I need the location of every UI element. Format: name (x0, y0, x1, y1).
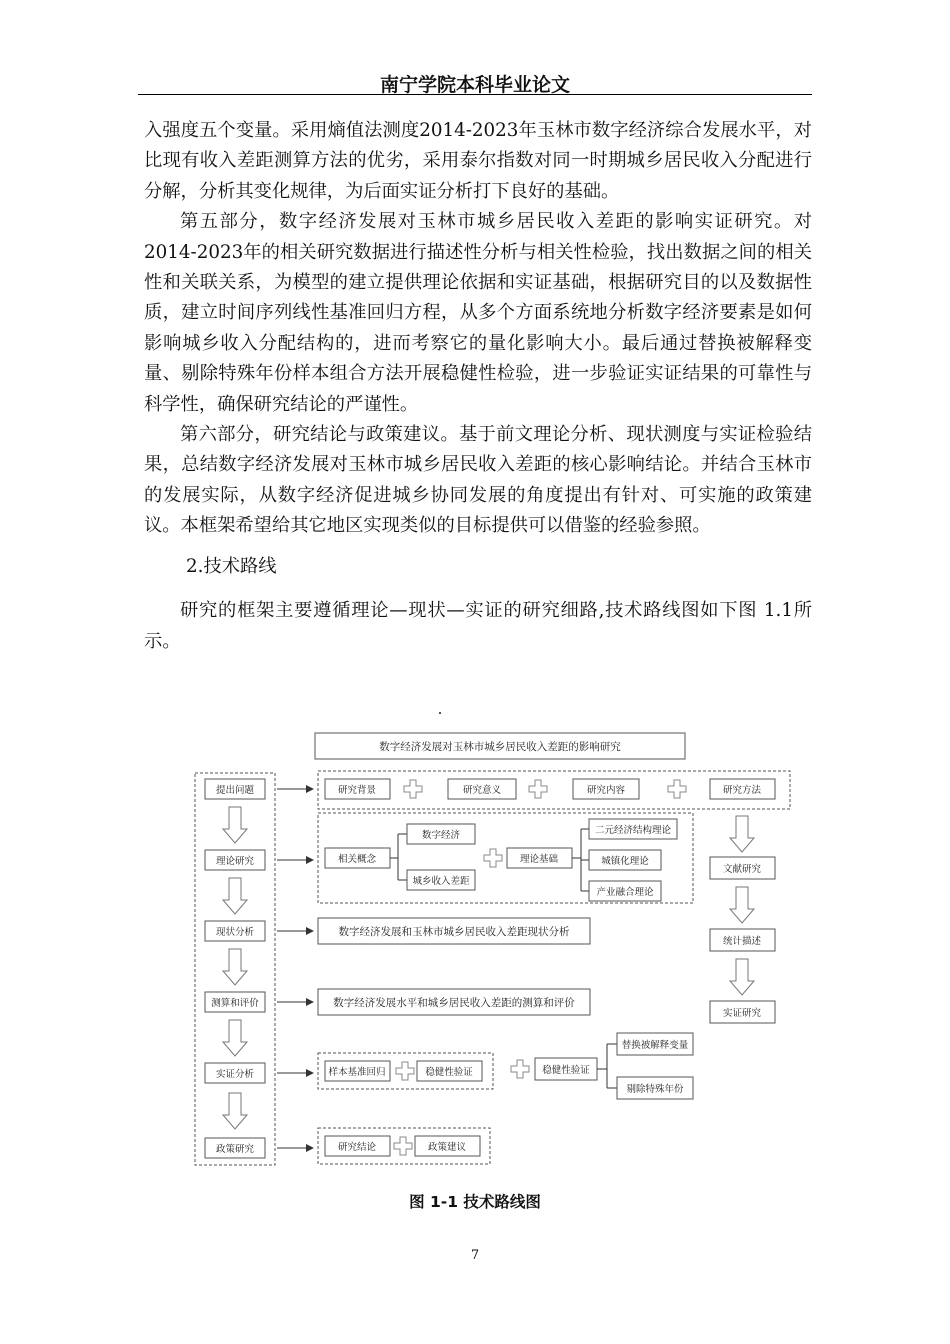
concept-item-1: 数字经济 (421, 830, 461, 841)
technical-route-diagram (185, 728, 805, 1178)
stage-down-arrow-1 (223, 807, 247, 843)
header-rule (138, 94, 812, 95)
stage-label-6: 政策研究 (215, 1144, 255, 1155)
method-down-arrow-1 (730, 816, 754, 852)
stage-down-arrow-3 (223, 949, 247, 985)
theory-item-3: 产业融合理论 (596, 887, 654, 898)
plus-icon-row5-1 (396, 1062, 414, 1080)
measurement-label: 数字经济发展水平和城乡居民收入差距的测算和评价 (333, 997, 575, 1009)
theory-item-2: 城镇化理论 (601, 856, 649, 867)
method-label-3: 实证研究 (722, 1008, 762, 1019)
plus-icon-row1-3 (668, 780, 686, 798)
theory-item-1: 二元经济结构理论 (594, 825, 672, 836)
body-text (144, 116, 812, 657)
method-label-1: 文献研究 (722, 864, 762, 875)
plus-icon-row1-2 (529, 780, 547, 798)
robustness-bracket (597, 1044, 617, 1088)
method-down-arrow-2 (730, 887, 754, 923)
stage-label-4: 测算和评价 (211, 998, 259, 1009)
theory-label: 理论基础 (519, 854, 559, 865)
page-header-title: 南宁学院本科毕业论文 (379, 74, 570, 96)
policy-label-2: 政策建议 (427, 1142, 467, 1153)
stage-down-arrow-5 (223, 1093, 247, 1129)
theory-bracket (572, 829, 589, 891)
concept-bracket (390, 834, 407, 880)
paragraph-1: 入强度五个变量。采用熵值法测度2014-2023年玉林市数字经济综合发展水平，对比现有收入差距测算方法的优劣，采用泰尔指数对同一时期城乡居民收入分配进行分解，分析其变化规律，为后面实证分析打下良好的基础。 (144, 120, 812, 202)
robustness-item-1: 替换被解释变量 (621, 1040, 689, 1051)
stage-down-arrow-4 (223, 1020, 247, 1056)
row1-label-2: 研究意义 (462, 785, 502, 796)
plus-icon-row6 (394, 1137, 412, 1155)
policy-label-1: 研究结论 (337, 1142, 377, 1153)
technical-route-figure (185, 728, 805, 1178)
stage-label-3: 现状分析 (215, 927, 255, 938)
figure-caption: 图 1-1 技术路线图 (409, 1193, 541, 1211)
empirical-label-1: 样本基准回归 (328, 1067, 386, 1078)
paragraph-3: 第六部分，研究结论与政策建议。基于前文理论分析、现状测度与实证检验结果，总结数字经济发展对玉林市城乡居民收入差距的核心影响结论。并结合玉林市的发展实际，从数字经济促进城乡协同发展的角度提出有针对、可实施的政策建议。本框架希望给其它地区实现类似的目标提供可以借鉴的经验参照。 (144, 424, 812, 537)
status-analysis-label: 数字经济发展和玉林市城乡居民收入差距现状分析 (338, 926, 570, 938)
route-paragraph: 研究的框架主要遵循理论—现状—实证的研究细路,技术路线图如下图 1.1所示。 (144, 600, 812, 652)
robustness-item-2: 剔除特殊年份 (626, 1084, 684, 1095)
row1-label-1: 研究背景 (337, 785, 377, 796)
method-down-arrow-3 (730, 959, 754, 995)
stage-label-2: 理论研究 (215, 856, 255, 867)
empirical-label-2: 稳健性验证 (425, 1067, 473, 1078)
plus-icon-row5-2 (511, 1060, 529, 1078)
stage-label-5: 实证分析 (215, 1069, 255, 1080)
stray-dot (439, 712, 441, 714)
concept-item-2: 城乡收入差距 (412, 876, 470, 887)
page-number: 7 (470, 1248, 480, 1263)
stage-down-arrow-2 (223, 878, 247, 914)
diagram-title: 数字经济发展对玉林市城乡居民收入差距的影响研究 (379, 741, 621, 753)
section-heading: 2.技术路线 (186, 555, 277, 577)
row1-label-3: 研究内容 (586, 785, 626, 796)
robustness-label: 稳健性验证 (542, 1065, 590, 1076)
method-label-2: 统计描述 (722, 936, 762, 947)
row1-label-4: 研究方法 (722, 785, 762, 796)
plus-icon-row2 (484, 849, 502, 867)
stage-label-1: 提出问题 (215, 785, 255, 796)
concept-label: 相关概念 (337, 854, 377, 865)
plus-icon-row1-1 (404, 780, 422, 798)
paragraph-2: 第五部分，数字经济发展对玉林市城乡居民收入差距的影响实证研究。对2014-2023年的相关研究数据进行描述性分析与相关性检验，找出数据之间的相关性和关联关系，为模型的建立提供理论依据和实证基础，根据研究目的以及数据性质，建立时间序列线性基准回归方程，从多个方面系统地分析数字经济要素是如何影响城乡收入分配结构的，进而考察它的量化影响大小。最后通过替换被解释变量、剔除特殊年份样本组合方法开展稳健性检验，进一步验证实证结果的可靠性与科学性，确保研究结论的严谨性。 (144, 211, 812, 415)
